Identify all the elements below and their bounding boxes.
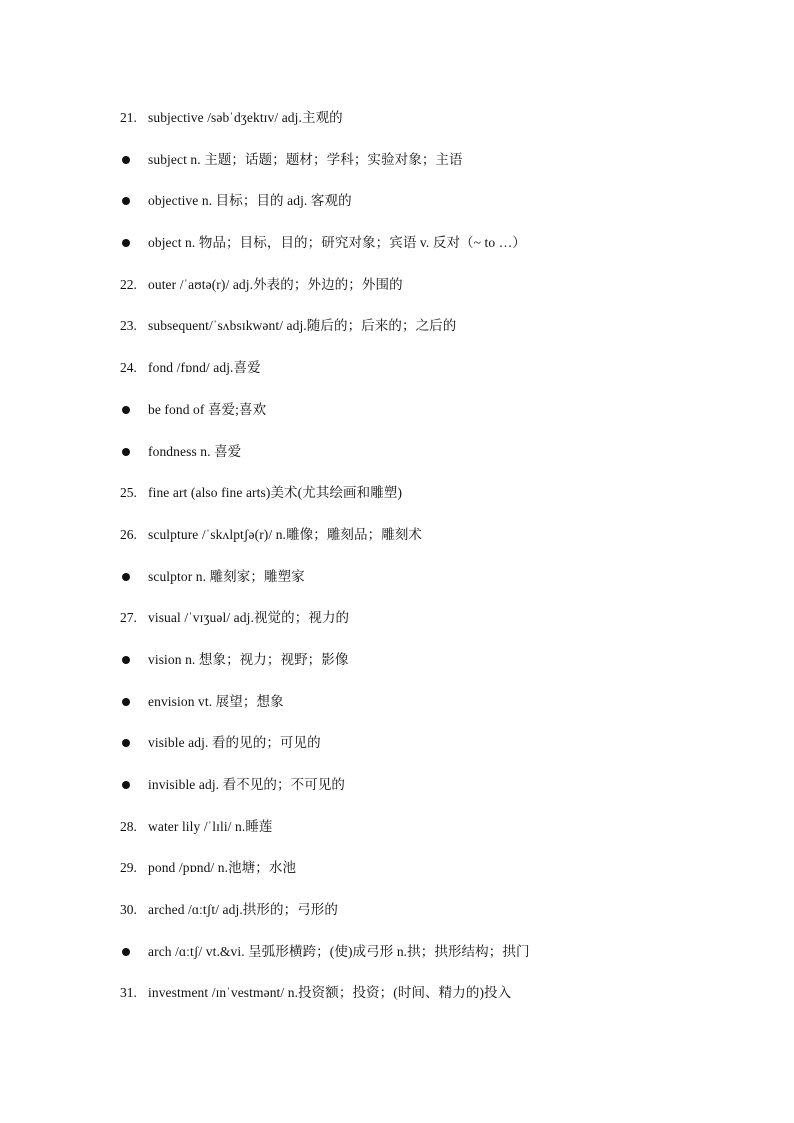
bullet-icon xyxy=(120,775,148,795)
entry-number: 30. xyxy=(120,902,137,918)
vocabulary-subentry xyxy=(120,400,760,442)
entry-text: pond /pɒnd/ n.池塘；水池 xyxy=(148,860,297,876)
vocabulary-entry xyxy=(120,108,760,150)
vocabulary-subentry xyxy=(120,567,760,609)
entry-text: be fond of 喜爱;喜欢 xyxy=(148,401,267,417)
entry-text: investment /ɪnˈvestmənt/ n.投资额；投资；(时间、精力的)投入 xyxy=(148,985,512,1001)
entry-number: 21. xyxy=(120,110,137,125)
entry-number: 28. xyxy=(120,818,137,834)
vocabulary-subentry xyxy=(120,775,760,817)
entry-text: arch /ɑːtʃ/ vt.&vi. 呈弧形横跨；(使)成弓形 n.拱；拱形结构；拱门 xyxy=(148,943,530,959)
vocabulary-entry xyxy=(120,358,760,400)
vocabulary-subentry xyxy=(120,150,760,192)
entry-number: 23. xyxy=(120,318,137,334)
vocabulary-entry xyxy=(120,275,760,317)
vocabulary-subentry xyxy=(120,191,760,233)
bullet-icon xyxy=(120,650,148,670)
vocabulary-subentry xyxy=(120,233,760,275)
vocabulary-entry xyxy=(120,525,760,567)
entry-text: envision vt. 展望；想象 xyxy=(148,693,284,709)
entry-text: visual /ˈvɪʒuəl/ adj.视觉的；视力的 xyxy=(148,610,350,626)
entry-text: fine art (also fine arts)美术(尤其绘画和雕塑) xyxy=(148,485,403,501)
entry-number: 25. xyxy=(120,485,137,501)
entry-number: 29. xyxy=(120,860,137,876)
entry-text: subjective /səbˈdʒektɪv/ adj.主观的 xyxy=(148,110,343,125)
vocabulary-entry xyxy=(120,858,760,900)
entry-text: subsequent/ˈsʌbsɪkwənt/ adj.随后的；后来的；之后的 xyxy=(148,318,457,334)
bullet-icon xyxy=(120,692,148,712)
vocabulary-entry xyxy=(120,817,760,859)
entry-text: sculpture /ˈskʌlptʃə(r)/ n.雕像；雕刻品；雕刻术 xyxy=(148,526,423,542)
entry-text: arched /ɑːtʃt/ adj.拱形的；弓形的 xyxy=(148,902,338,918)
entry-number: 31. xyxy=(120,985,137,1001)
bullet-icon xyxy=(120,442,148,462)
entry-text: fond /fɒnd/ adj.喜爱 xyxy=(148,360,261,376)
bullet-icon xyxy=(120,400,148,420)
vocabulary-list xyxy=(120,108,760,1025)
bullet-icon xyxy=(120,942,148,962)
bullet-icon xyxy=(120,150,148,170)
vocabulary-entry xyxy=(120,900,760,942)
entry-text: fondness n. 喜爱 xyxy=(148,443,242,459)
entry-number: 24. xyxy=(120,360,137,376)
entry-text: invisible adj. 看不见的；不可见的 xyxy=(148,777,346,792)
entry-text: sculptor n. 雕刻家；雕塑家 xyxy=(148,568,305,584)
vocabulary-subentry xyxy=(120,692,760,734)
vocabulary-subentry xyxy=(120,942,760,984)
entry-text: water lily /ˈlɪli/ n.睡莲 xyxy=(148,818,273,834)
entry-text: object n. 物品；目标，目的；研究对象；宾语 v. 反对（~ to …） xyxy=(148,235,526,251)
entry-text: vision n. 想象；视力；视野；影像 xyxy=(148,651,349,667)
entry-text: outer /ˈaʊtə(r)/ adj.外表的；外边的；外围的 xyxy=(148,276,403,292)
entry-number: 22. xyxy=(120,276,137,292)
vocabulary-entry xyxy=(120,983,760,1025)
vocabulary-entry xyxy=(120,483,760,525)
entry-number: 26. xyxy=(120,526,137,542)
entry-text: subject n. 主题；话题；题材；学科；实验对象；主语 xyxy=(148,151,463,167)
vocabulary-entry xyxy=(120,316,760,358)
vocabulary-subentry xyxy=(120,442,760,484)
vocabulary-subentry xyxy=(120,733,760,775)
vocabulary-subentry xyxy=(120,650,760,692)
entry-text: visible adj. 看的见的；可见的 xyxy=(148,735,321,751)
vocabulary-entry xyxy=(120,608,760,650)
entry-number: 27. xyxy=(120,610,137,626)
bullet-icon xyxy=(120,567,148,587)
bullet-icon xyxy=(120,233,148,253)
bullet-icon xyxy=(120,733,148,753)
bullet-icon xyxy=(120,191,148,211)
entry-text: objective n. 目标；目的 adj. 客观的 xyxy=(148,193,352,209)
